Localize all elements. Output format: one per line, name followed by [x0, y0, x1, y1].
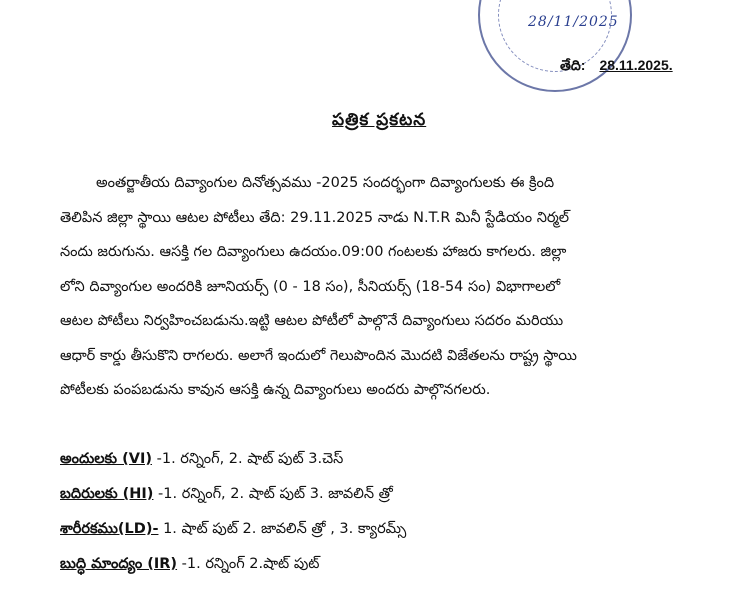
body-line: ఆధార్ కార్డు తీసుకొని రాగలరు. అలాగే ఇందులో గెలుపొందిన మొదటి విజేతలను రాష్ట్ర స్థాయి	[60, 347, 577, 364]
category-row-ld	[60, 512, 682, 547]
category-events: -1. రన్నింగ్ 2.షాట్ పుట్	[177, 556, 320, 572]
press-release-body	[60, 166, 682, 408]
body-line: నందు జరుగును. ఆసక్తి గల దివ్యాంగులు ఉదయం.09:00 గంటలకు హాజరు కాగలరు. జిల్లా	[60, 244, 567, 260]
event-categories-list	[60, 442, 682, 582]
category-name: అందులకు (VI)	[60, 451, 152, 467]
body-line: పోటీలకు పంపబడును కావున ఆసక్తి ఉన్న దివ్యాంగులు అందరు పాల్గొనగలరు.	[60, 382, 491, 398]
category-events: -1. రన్నింగ్, 2. షాట్ పుట్ 3.చెస్	[152, 451, 344, 467]
category-row-hi	[60, 477, 682, 512]
date-value: 28.11.2025.	[599, 57, 673, 73]
body-line: ఆటల పోటీలు నిర్వహించబడును.ఇట్టి ఆటల పోటీలో పాల్గొనే దివ్యాంగులు సదరం మరియు	[60, 313, 564, 329]
category-events: 1. షాట్ పుట్ 2. జావలిన్ త్రో , 3. క్యారమ్స్	[158, 521, 407, 537]
category-name: బుద్ధి మాంద్యం (IR)	[60, 556, 178, 572]
category-name: బదిరులకు (HI)	[60, 486, 154, 502]
seal-handwritten-date: 28/11/2025	[528, 14, 619, 30]
category-events: -1. రన్నింగ్, 2. షాట్ పుట్ 3. జావలిన్ త్రో	[153, 486, 393, 502]
document-date	[560, 57, 673, 77]
category-row-ir	[60, 547, 682, 582]
page-title: పత్రిక ప్రకటన	[332, 110, 427, 130]
body-line: తెలిపిన జిల్లా స్థాయి ఆటల పోటీలు తేది: 29.11.2025 నాడు N.T.R మినీ స్టేడియం నిర్మల్	[60, 209, 569, 226]
body-line: లోని దివ్యాంగుల అందరికి జూనియర్స్ (0 - 18 సం), సీనియర్స్ (18-54 సం) విభాగాలలో	[60, 278, 561, 295]
body-line: అంతర్జాతీయ దివ్యాంగుల దినోత్సవము -2025 సందర్భంగా దివ్యాంగులకు ఈ క్రింది	[96, 175, 555, 191]
category-row-vi	[60, 442, 682, 477]
date-label: తేది:	[560, 57, 586, 73]
category-name: శారీరకము(LD)-	[60, 521, 159, 537]
